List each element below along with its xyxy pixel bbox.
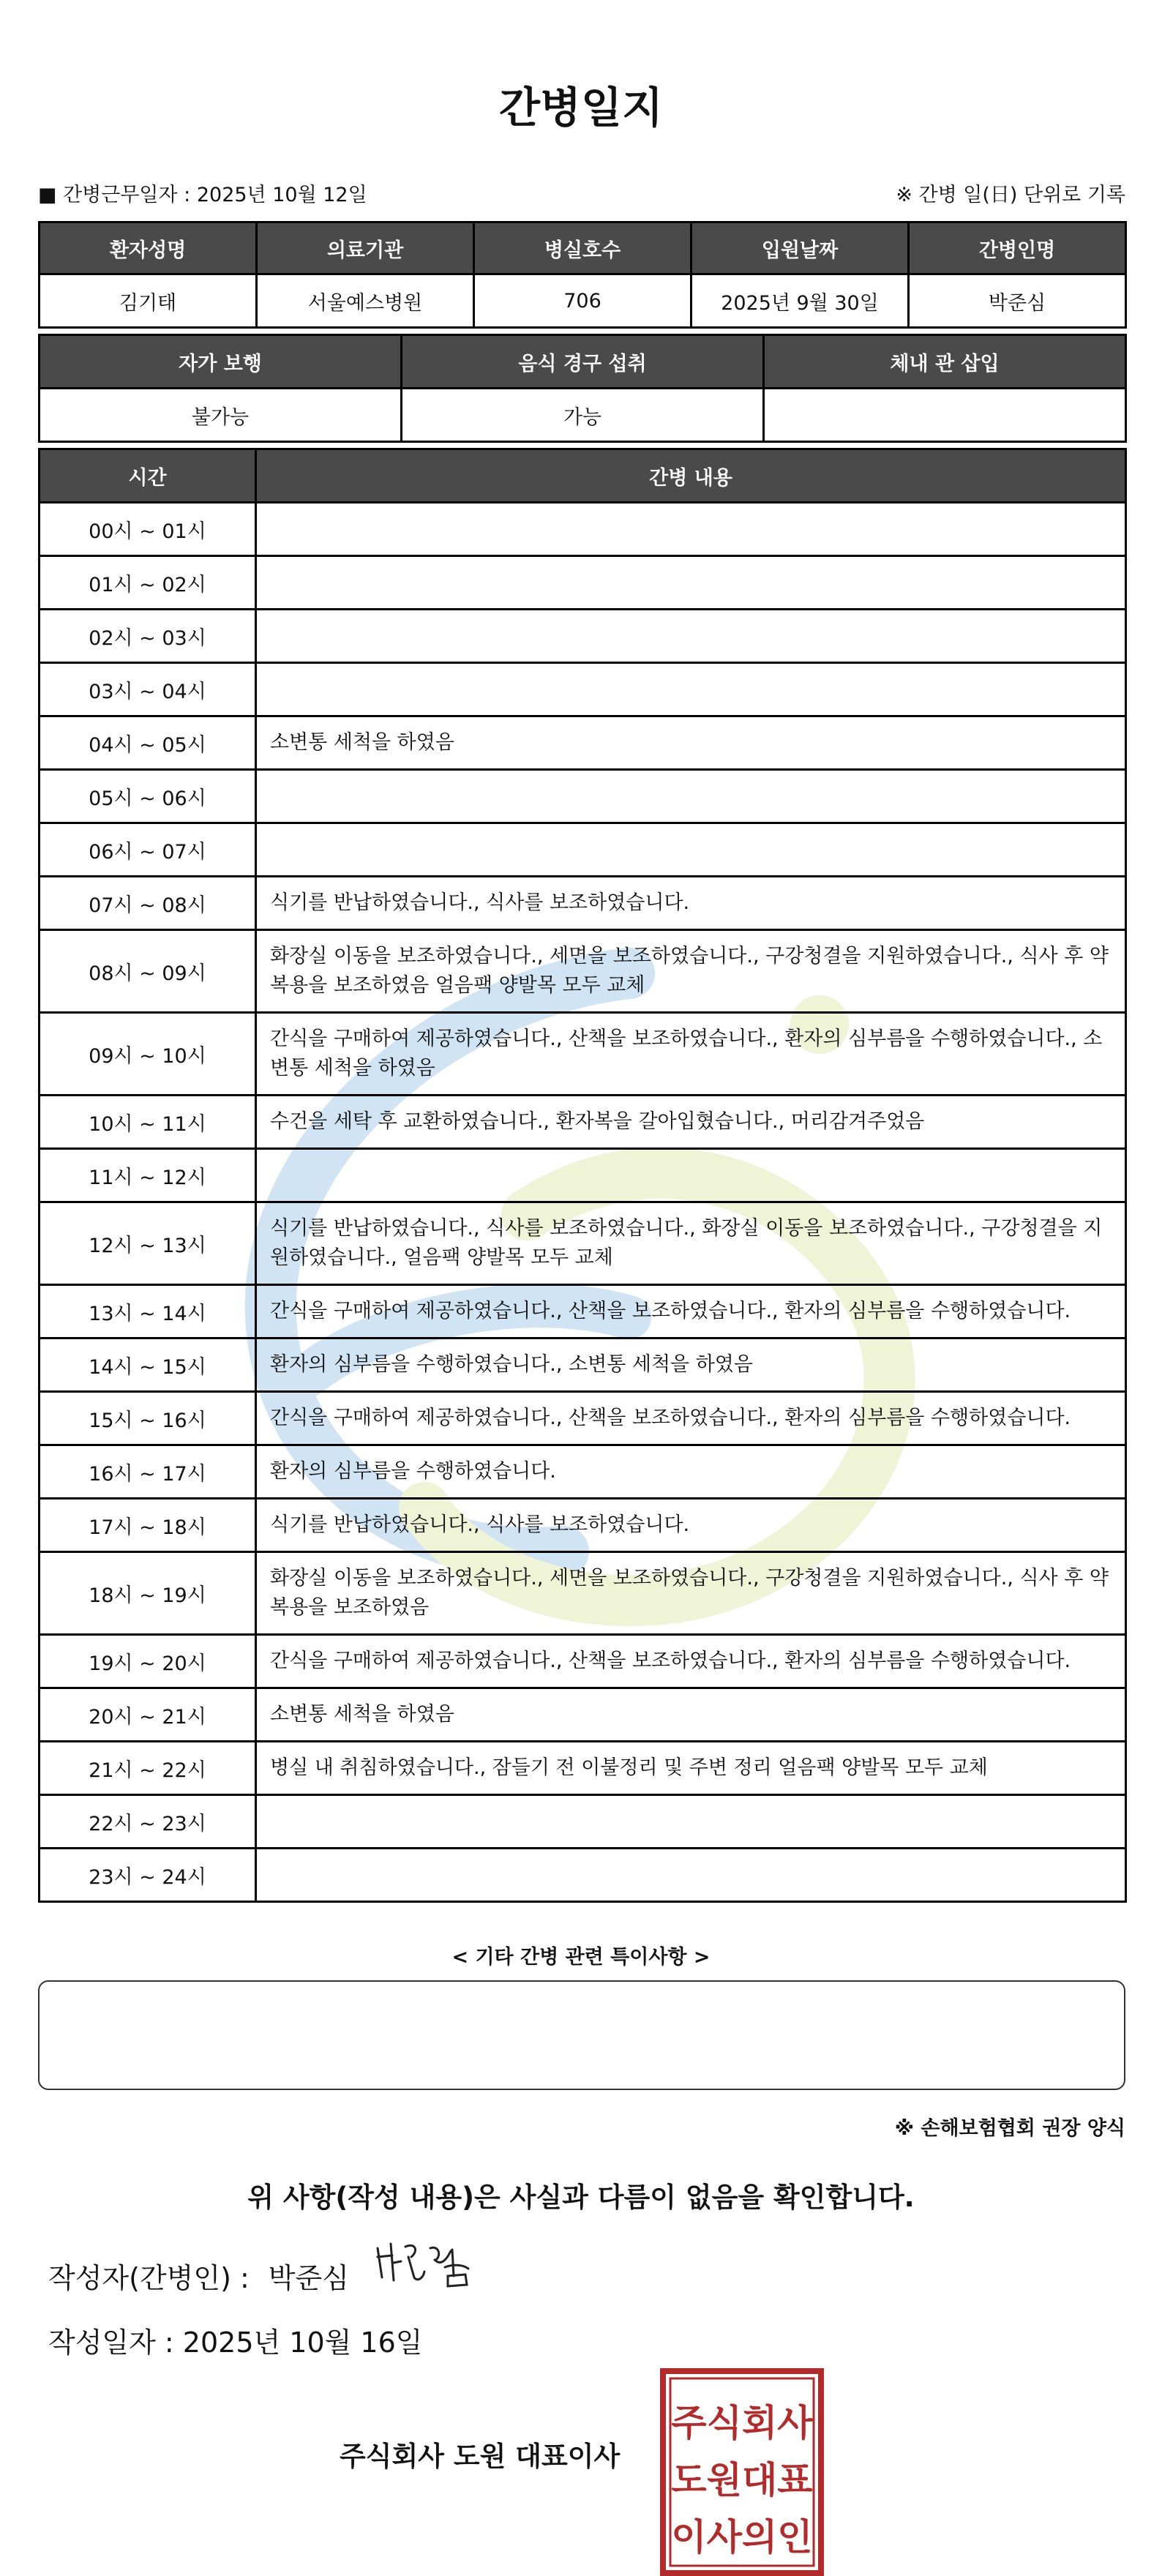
log-content: 환자의 심부름을 수행하였습니다. <box>256 1445 1126 1499</box>
log-content <box>256 663 1126 716</box>
header-time: 시간 <box>40 449 256 503</box>
log-time: 13시 ~ 14시 <box>40 1285 256 1338</box>
log-time: 06시 ~ 07시 <box>40 823 256 877</box>
table-row <box>40 877 1126 930</box>
log-time: 16시 ~ 17시 <box>40 1445 256 1499</box>
handwritten-signature <box>372 2235 474 2294</box>
seal-line-2: 도원대표 <box>671 2459 813 2501</box>
work-date: ■ 간병근무일자 : 2025년 10월 12일 <box>38 184 367 206</box>
log-time: 23시 ~ 24시 <box>40 1849 256 1902</box>
table-row <box>40 1795 1126 1849</box>
log-content <box>256 823 1126 877</box>
table-row <box>40 1149 1126 1202</box>
log-content: 간식을 구매하여 제공하였습니다., 산책을 보조하였습니다., 환자의 심부름을 수행하였습니다. <box>256 1635 1126 1688</box>
log-content <box>256 610 1126 663</box>
log-time: 08시 ~ 09시 <box>40 930 256 1013</box>
table-row <box>40 1285 1126 1338</box>
log-time: 00시 ~ 01시 <box>40 503 256 556</box>
seal-line-1: 주식회사 <box>671 2402 813 2444</box>
patient-name: 김기태 <box>40 274 257 328</box>
patient-ability-table <box>38 334 1127 443</box>
header-walking: 자가 보행 <box>40 335 402 389</box>
log-content: 간식을 구매하여 제공하였습니다., 산책을 보조하였습니다., 환자의 심부름을 수행하였습니다. <box>256 1285 1126 1338</box>
special-notes-title: < 기타 간병 관련 특이사항 > <box>451 1946 711 1969</box>
care-log-table <box>38 448 1127 1903</box>
header-patient-name: 환자성명 <box>40 222 257 274</box>
table-row <box>40 716 1126 770</box>
header-tube-insertion: 체내 관 삽입 <box>764 335 1126 389</box>
room-number: 706 <box>474 274 691 328</box>
table-row <box>40 1742 1126 1795</box>
log-time: 04시 ~ 05시 <box>40 716 256 770</box>
log-content: 소변통 세척을 하였음 <box>256 1688 1126 1742</box>
log-content: 화장실 이동을 보조하였습니다., 세면을 보조하였습니다., 구강청결을 지원하였습니다., 식사 후 약 복용을 보조하였음 얼음팩 양발목 모두 교체 <box>256 930 1126 1013</box>
table-row <box>40 1445 1126 1499</box>
log-content <box>256 1795 1126 1849</box>
special-notes-box <box>38 1980 1125 2090</box>
table-row <box>40 1013 1126 1096</box>
log-content: 환자의 심부름을 수행하였습니다., 소변통 세척을 하였음 <box>256 1338 1126 1392</box>
log-time: 21시 ~ 22시 <box>40 1742 256 1795</box>
table-row <box>40 1202 1126 1285</box>
log-time: 15시 ~ 16시 <box>40 1392 256 1445</box>
table-row <box>40 930 1126 1013</box>
log-time: 03시 ~ 04시 <box>40 663 256 716</box>
table-row <box>40 556 1126 610</box>
header-oral-intake: 음식 경구 섭취 <box>402 335 764 389</box>
table-row <box>40 1552 1126 1635</box>
header-admission-date: 입원날짜 <box>691 222 909 274</box>
document-title: 간병일지 <box>498 83 664 132</box>
log-content: 수건을 세탁 후 교환하였습니다., 환자복을 갈아입혔습니다., 머리감겨주었음 <box>256 1096 1126 1149</box>
header-hospital: 의료기관 <box>257 222 474 274</box>
table-row <box>40 1499 1126 1552</box>
confirmation-statement: 위 사항(작성 내용)은 사실과 다름이 없음을 확인합니다. <box>247 2182 915 2213</box>
log-time: 20시 ~ 21시 <box>40 1688 256 1742</box>
log-time: 05시 ~ 06시 <box>40 770 256 823</box>
table-row <box>40 1688 1126 1742</box>
log-content <box>256 1149 1126 1202</box>
table-row <box>40 610 1126 663</box>
table-row <box>40 770 1126 823</box>
walking-value: 불가능 <box>40 389 402 442</box>
daily-record-note: ※ 간병 일(日) 단위로 기록 <box>896 184 1125 206</box>
table-row <box>40 1338 1126 1392</box>
log-content: 소변통 세척을 하였음 <box>256 716 1126 770</box>
log-content <box>256 556 1126 610</box>
tube-insertion-value <box>764 389 1126 442</box>
table-row <box>40 503 1126 556</box>
log-time: 01시 ~ 02시 <box>40 556 256 610</box>
written-date: 작성일자 : 2025년 10월 16일 <box>48 2326 423 2359</box>
caregiver-name: 박준심 <box>909 274 1126 328</box>
log-time: 07시 ~ 08시 <box>40 877 256 930</box>
log-time: 11시 ~ 12시 <box>40 1149 256 1202</box>
admission-date: 2025년 9월 30일 <box>691 274 909 328</box>
table-row <box>40 1635 1126 1688</box>
log-time: 14시 ~ 15시 <box>40 1338 256 1392</box>
log-content: 병실 내 취침하였습니다., 잠들기 전 이불정리 및 주변 정리 얼음팩 양발목 모두 교체 <box>256 1742 1126 1795</box>
log-content: 식기를 반납하였습니다., 식사를 보조하였습니다. <box>256 1499 1126 1552</box>
log-time: 12시 ~ 13시 <box>40 1202 256 1285</box>
log-content <box>256 503 1126 556</box>
table-row <box>40 1849 1126 1902</box>
log-content: 식기를 반납하였습니다., 식사를 보조하였습니다., 화장실 이동을 보조하였습니다., 구강청결을 지원하였습니다., 얼음팩 양발목 모두 교체 <box>256 1202 1126 1285</box>
log-content: 화장실 이동을 보조하였습니다., 세면을 보조하였습니다., 구강청결을 지원하였습니다., 식사 후 약 복용을 보조하였음 <box>256 1552 1126 1635</box>
log-time: 02시 ~ 03시 <box>40 610 256 663</box>
log-content: 식기를 반납하였습니다., 식사를 보조하였습니다. <box>256 877 1126 930</box>
log-time: 09시 ~ 10시 <box>40 1013 256 1096</box>
writer-name: 박준심 <box>268 2262 349 2294</box>
company-representative: 주식회사 도원 대표이사 <box>340 2441 621 2472</box>
log-content: 간식을 구매하여 제공하였습니다., 산책을 보조하였습니다., 환자의 심부름을 수행하였습니다. <box>256 1392 1126 1445</box>
log-time: 17시 ~ 18시 <box>40 1499 256 1552</box>
writer-label: 작성자(간병인) : <box>48 2262 250 2294</box>
table-row <box>40 1392 1126 1445</box>
log-content: 간식을 구매하여 제공하였습니다., 산책을 보조하였습니다., 환자의 심부름을 수행하였습니다., 소변통 세척을 하였음 <box>256 1013 1126 1096</box>
hospital-name: 서울예스병원 <box>257 274 474 328</box>
seal-line-3: 이사의인 <box>671 2516 813 2558</box>
oral-intake-value: 가능 <box>402 389 764 442</box>
company-seal <box>660 2368 824 2576</box>
format-note: ※ 손해보험협회 권장 양식 <box>894 2117 1125 2140</box>
header-caregiver: 간병인명 <box>909 222 1126 274</box>
log-content <box>256 1849 1126 1902</box>
header-care-content: 간병 내용 <box>256 449 1126 503</box>
table-row <box>40 823 1126 877</box>
table-row <box>40 663 1126 716</box>
log-time: 18시 ~ 19시 <box>40 1552 256 1635</box>
log-time: 22시 ~ 23시 <box>40 1795 256 1849</box>
writer-line <box>48 2255 349 2296</box>
table-row <box>40 1096 1126 1149</box>
patient-info-table <box>38 221 1127 329</box>
header-room: 병실호수 <box>474 222 691 274</box>
log-time: 19시 ~ 20시 <box>40 1635 256 1688</box>
log-content <box>256 770 1126 823</box>
log-time: 10시 ~ 11시 <box>40 1096 256 1149</box>
